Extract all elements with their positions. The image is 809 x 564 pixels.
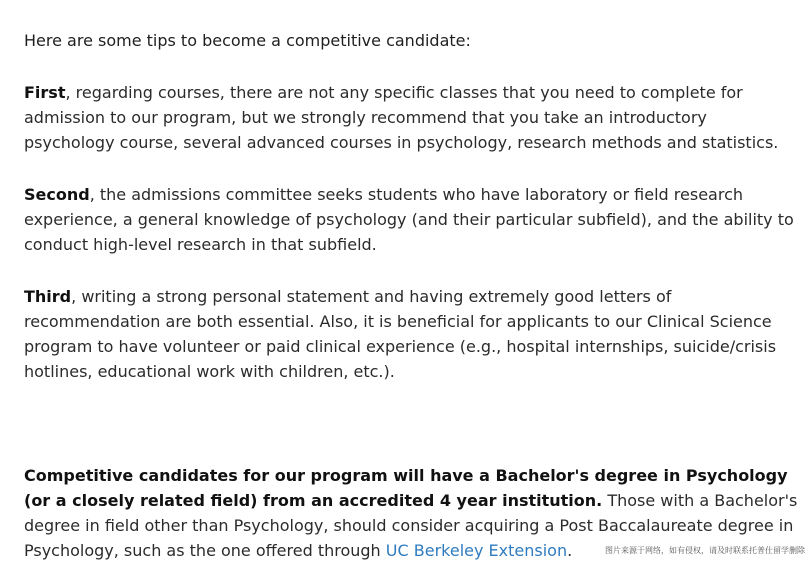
- tip-third-lead: Third: [24, 287, 72, 306]
- tip-second-paragraph: [24, 182, 799, 257]
- article-body: [24, 28, 799, 563]
- watermark-text: 图片来源于网络，如有侵权，请及时联系托普仕留学删除: [605, 546, 805, 555]
- tip-third-text: , writing a strong personal statement and having extremely good letters of recommendation are both essential. Also, it is beneficial for applicants to our Clinical Science program to have volunteer or paid clinical experience (e.g., hospital internships, suicide/crisis hotlines, educational work with children, etc.).: [24, 287, 777, 381]
- tip-second-lead: Second: [24, 185, 90, 204]
- closing-text: Those with a Bachelor's degree in field other than Psychology, should consider acquiring a Post Baccalaureate degree in Psychology, such as the one offered through: [24, 491, 798, 560]
- closing-end: .: [567, 541, 573, 560]
- tip-second-text: , the admissions committee seeks students who have laboratory or field research experience, a general knowledge of psychology (and their particular subfield), and the ability to conduct high-level research in that subfield.: [24, 185, 794, 254]
- closing-bold-text: Competitive candidates for our program will have a Bachelor's degree in Psychology (or a closely related field) from an accredited 4 year institution.: [24, 466, 788, 510]
- tip-first-text: , regarding courses, there are not any specific classes that you need to complete for admission to our program, but we strongly recommend that you take an introductory psychology course, several advanced courses in psychology, research methods and statistics.: [24, 83, 779, 152]
- tip-third-paragraph: [24, 284, 799, 384]
- uc-berkeley-extension-link[interactable]: UC Berkeley Extension: [385, 541, 568, 560]
- tip-first-lead: First: [24, 83, 66, 102]
- tips-heading: Here are some tips to become a competitive candidate:: [24, 31, 471, 50]
- tip-first-paragraph: [24, 80, 799, 155]
